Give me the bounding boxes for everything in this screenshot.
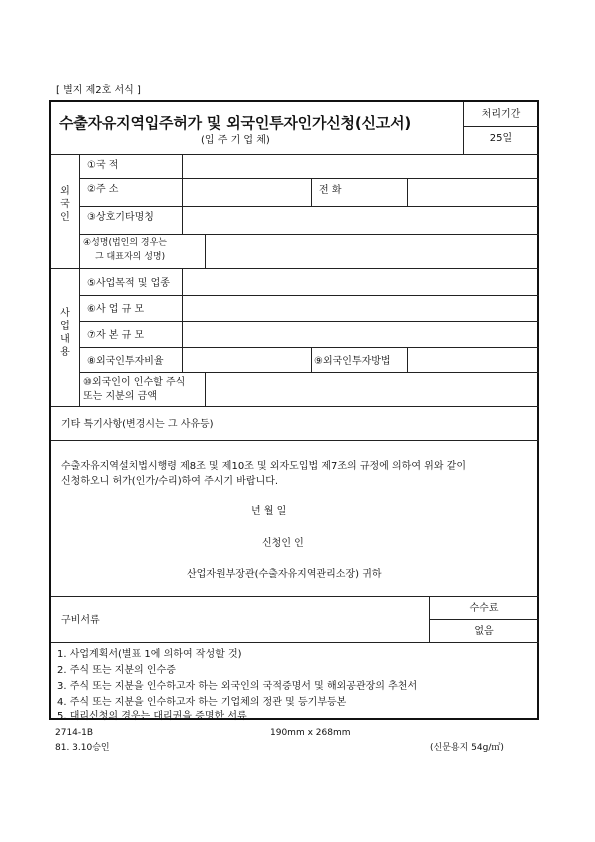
paper-size: 190mm x 268mm (270, 728, 351, 738)
business-purpose-label: ⑤사업목적 및 업종 (87, 278, 170, 289)
remarks-field[interactable] (251, 416, 539, 434)
address-field[interactable] (185, 181, 311, 199)
document-item: 4. 주식 또는 지분을 인수하고자 하는 기업체의 정관 및 등기부등본 (57, 697, 347, 708)
declaration-text-line2: 신청하오니 허가(인가/수리)하여 주시기 바랍니다. (61, 476, 279, 487)
document-item: 2. 주식 또는 지분의 인수증 (57, 665, 176, 676)
processing-period-value: 25일 (489, 133, 513, 144)
section-foreigner-label: 외국인 (60, 186, 70, 223)
form-subtitle: (입 주 기 업 체) (201, 135, 270, 146)
section-business-label: 사업내용 (60, 308, 70, 358)
application-form (49, 100, 539, 720)
declaration-text-line1: 수출자유지역설치법시행령 제8조 및 제10조 및 외자도입법 제7조의 규정에 의하여 위와 같이 (61, 461, 466, 472)
application-date: 년 월 일 (251, 506, 287, 517)
fee-label: 수수료 (469, 603, 499, 614)
phone-label: 전 화 (319, 185, 342, 196)
document-item: 5. 대리신청의 경우는 대리권을 증명한 서류 (57, 711, 247, 722)
paper-type: (신문용지 54g/㎡) (430, 743, 504, 753)
phone-field[interactable] (411, 181, 539, 199)
capital-scale-label: ⑦자 본 규 모 (87, 330, 145, 341)
investment-ratio-field[interactable] (185, 352, 311, 370)
business-purpose-field[interactable] (185, 274, 539, 292)
document-item: 1. 사업계획서(별표 1에 의하여 작성할 것) (57, 649, 242, 660)
representative-name-label-line1: ④성명(법인의 경우는 (83, 238, 167, 248)
form-code: 2714-1B (55, 728, 94, 738)
applicant-signature-line: 신청인 인 (262, 538, 304, 549)
address-label: ②주 소 (87, 184, 119, 195)
approval-date: 81. 3.10승인 (55, 743, 110, 753)
remarks-label: 기타 특기사항(변경시는 그 사유등) (61, 419, 214, 430)
investment-method-field[interactable] (411, 352, 539, 370)
stock-amount-field[interactable] (209, 381, 539, 399)
investment-ratio-label: ⑧외국인투자비율 (87, 356, 164, 367)
form-number-label: [ 별지 제2호 서식 ] (56, 85, 141, 96)
company-name-field[interactable] (185, 210, 539, 228)
recipient-line: 산업자원부장관(수출자유지역관리소장) 귀하 (187, 569, 382, 580)
stock-amount-label-line1: ⑩외국인이 인수할 주식 (83, 377, 186, 388)
business-scale-field[interactable] (185, 301, 539, 319)
required-documents-label: 구비서류 (61, 615, 100, 626)
business-scale-label: ⑥사 업 규 모 (87, 304, 145, 315)
form-title: 수출자유지역입주허가 및 외국인투자인가신청(신고서) (59, 114, 412, 132)
nationality-label: ①국 적 (87, 160, 119, 171)
representative-name-field[interactable] (209, 243, 539, 261)
processing-period-label: 처리기간 (481, 109, 521, 120)
stock-amount-label-line2: 또는 지분의 금액 (83, 391, 157, 402)
investment-method-label: ⑨외국인투자방법 (314, 356, 391, 367)
company-name-label: ③상호기타명칭 (87, 212, 154, 223)
fee-value: 없음 (474, 626, 494, 637)
representative-name-label-line2: 그 대표자의 성명) (95, 252, 166, 262)
capital-scale-field[interactable] (185, 327, 539, 345)
document-item: 3. 주식 또는 지분을 인수하고자 하는 외국인의 국적증명서 및 해외공관장의 추천서 (57, 681, 418, 692)
nationality-field[interactable] (185, 157, 539, 175)
